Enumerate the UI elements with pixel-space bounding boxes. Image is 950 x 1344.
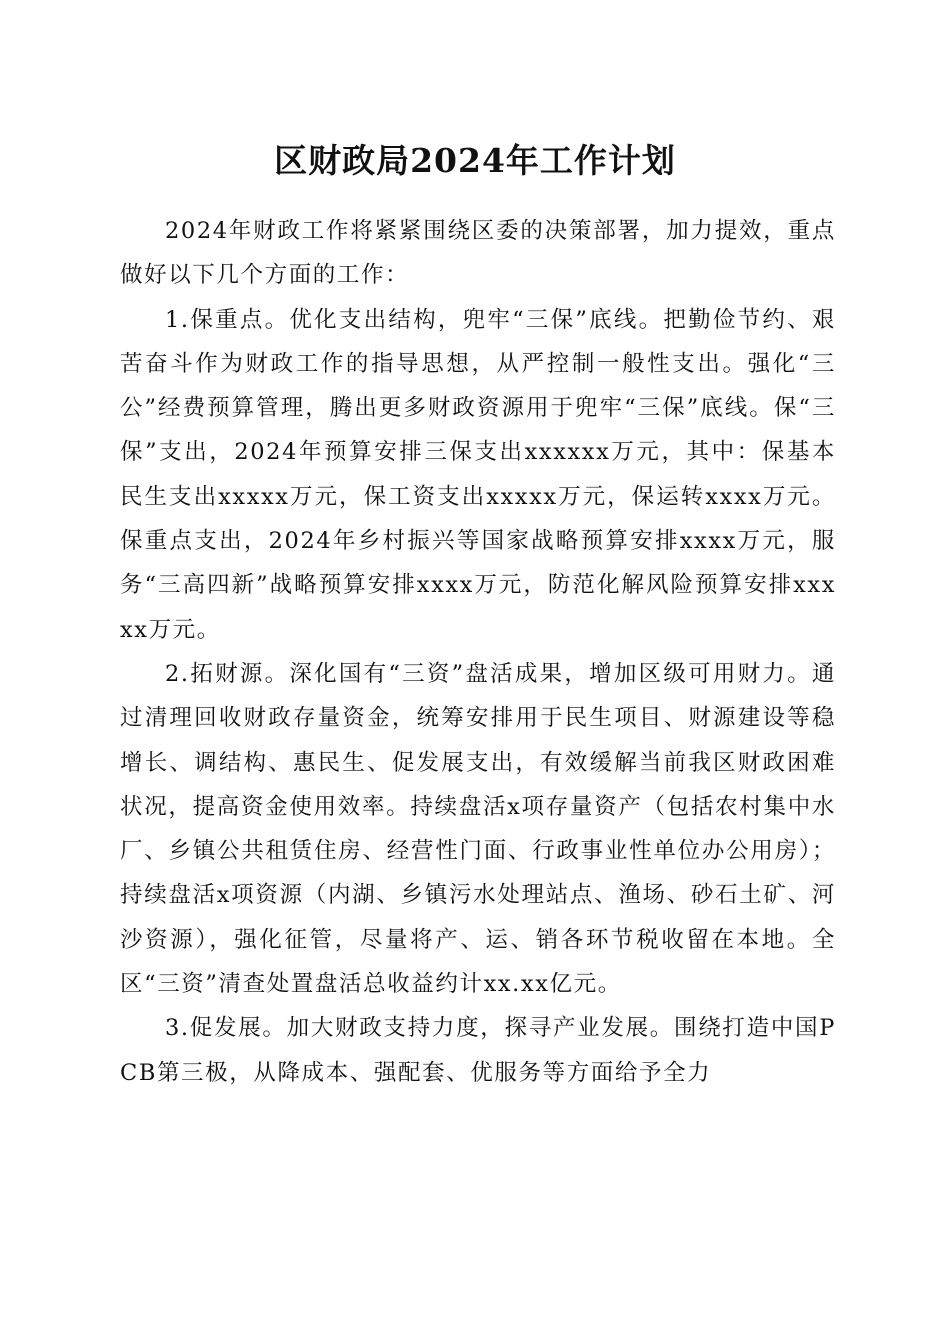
document-title: 区财政局2024年工作计划 [274, 141, 676, 180]
paragraph-section-1: 1.保重点。优化支出结构，兜牢“三保”底线。把勤俭节约、艰苦奋斗作为财政工作的指导思想，从严控制一般性支出。强化“三公”经费预算管理，腾出更多财政资源用于兜牢“三保”底线。保“三保”支出，2024年预算安排三保支出xxxxxx万元，其中：保基本民生支出xxxxx万元，保工资支出xxxxx万元，保运转xxxx万元。保重点支出，2024年乡村振兴等国家战略预算安排xxxx万元，服务“三高四新”战略预算安排xxxx万元，防范化解风险预算安排xxxxx万元。 [120, 306, 836, 643]
paragraph-intro: 2024年财政工作将紧紧围绕区委的决策部署，加力提效，重点做好以下几个方面的工作： [120, 218, 836, 289]
document-body [120, 209, 836, 1095]
paragraph-section-2: 2.拓财源。深化国有“三资”盘活成果，增加区级可用财力。通过清理回收财政存量资金，统筹安排用于民生项目、财源建设等稳增长、调结构、惠民生、促发展支出，有效缓解当前我区财政困难状况，提高资金使用效率。持续盘活x项存量资产（包括农村集中水厂、乡镇公共租赁住房、经营性门面、行政事业性单位办公用房）；持续盘活x项资源（内湖、乡镇污水处理站点、渔场、砂石土矿、河沙资源），强化征管，尽量将产、运、销各环节税收留在本地。全区“三资”清查处置盘活总收益约计xx.xx亿元。 [120, 660, 836, 998]
paragraph-section-3: 3.促发展。加大财政支持力度，探寻产业发展。围绕打造中国PCB第三极，从降成本、强配套、优服务等方面给予全力 [120, 1015, 836, 1086]
